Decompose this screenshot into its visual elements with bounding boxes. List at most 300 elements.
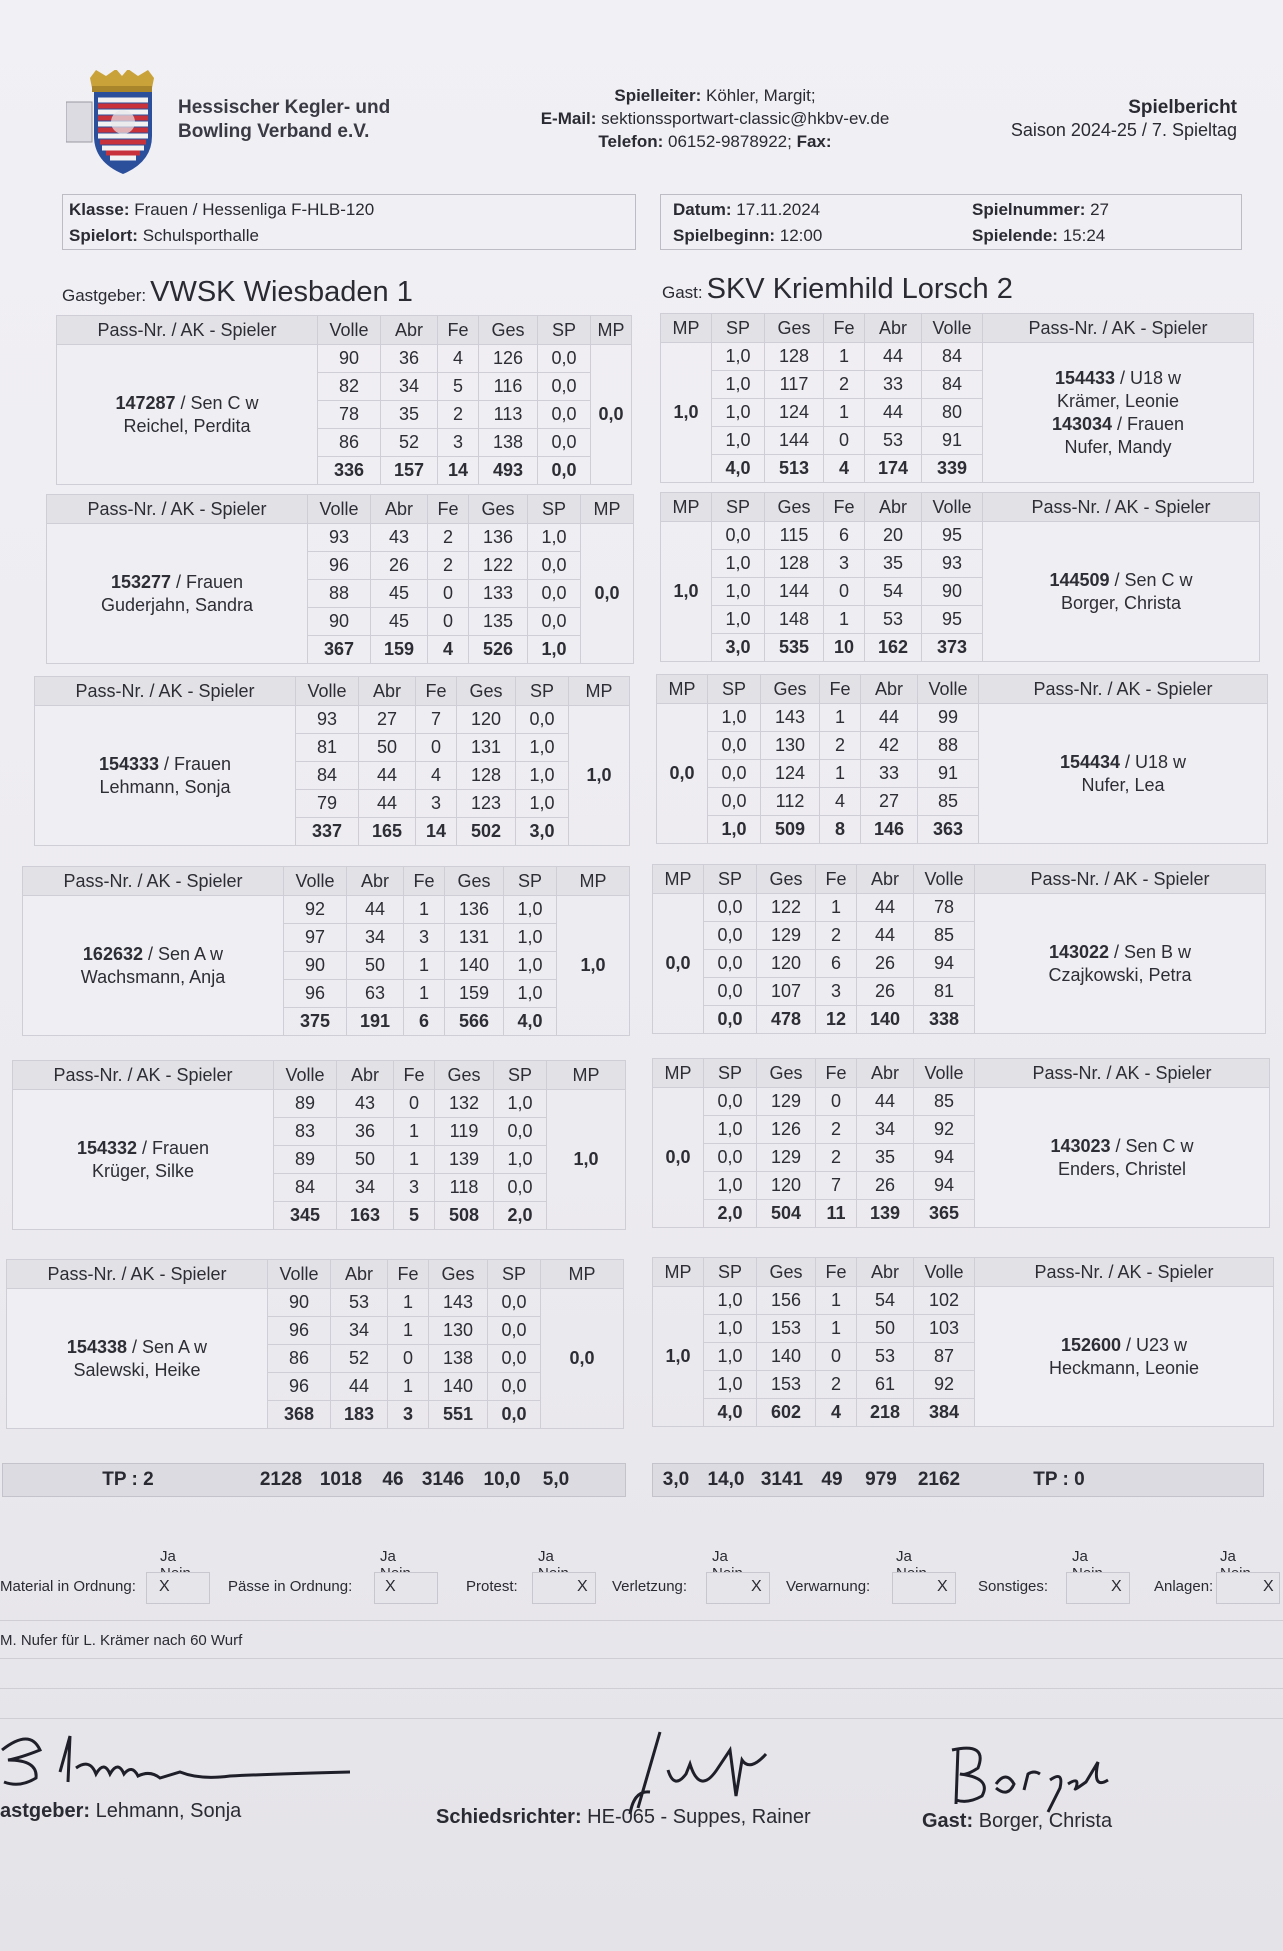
guest-sp-cell: 0,0 bbox=[708, 732, 761, 760]
host-sp-cell: 1,0 bbox=[516, 790, 569, 818]
col-volle-header: Volle bbox=[296, 677, 359, 706]
host-match-table bbox=[46, 494, 634, 664]
guest-mp-cell: 1,0 bbox=[653, 1287, 704, 1427]
host-sp-cell: 1,0 bbox=[516, 734, 569, 762]
host-ges-cell: 159 bbox=[445, 980, 504, 1008]
host-volle-cell: 96 bbox=[268, 1373, 331, 1401]
guest-signature bbox=[948, 1740, 1148, 1820]
host-fe-cell: 3 bbox=[404, 924, 445, 952]
host-abr-cell: 43 bbox=[337, 1090, 394, 1118]
guest-abr-cell: 27 bbox=[861, 788, 918, 816]
guest-abr-cell: 54 bbox=[857, 1287, 914, 1315]
host-sp-cell: 0,0 bbox=[538, 429, 591, 457]
guest-ges-cell: 144 bbox=[765, 578, 824, 606]
guest-ges-cell: 602 bbox=[757, 1399, 816, 1427]
checkbox-pair[interactable] bbox=[892, 1572, 956, 1604]
guest-sp-cell: 1,0 bbox=[712, 550, 765, 578]
checkbox-pair[interactable] bbox=[374, 1572, 438, 1604]
col-ges-header: Ges bbox=[757, 1258, 816, 1287]
guest-tp-label: TP : 0 bbox=[1033, 1469, 1085, 1490]
guest-ges-cell: 126 bbox=[757, 1116, 816, 1144]
guest-fe-cell: 1 bbox=[824, 606, 865, 634]
col-abr-header: Abr bbox=[337, 1061, 394, 1090]
host-abr-cell: 159 bbox=[371, 636, 428, 664]
guest-volle-cell: 91 bbox=[922, 427, 983, 455]
host-abr-cell: 50 bbox=[359, 734, 416, 762]
host-ges-cell: 143 bbox=[429, 1289, 488, 1317]
host-fe-cell: 0 bbox=[388, 1345, 429, 1373]
guest-sp-cell: 0,0 bbox=[704, 978, 757, 1006]
col-player-header: Pass-Nr. / AK - Spieler bbox=[975, 1258, 1274, 1287]
guest-volle-cell: 102 bbox=[914, 1287, 975, 1315]
host-volle-cell: 90 bbox=[318, 345, 381, 373]
player-name: Heckmann, Leonie bbox=[1048, 1357, 1200, 1378]
host-sp-cell: 0,0 bbox=[488, 1317, 541, 1345]
guest-ges-cell: 107 bbox=[757, 978, 816, 1006]
checkbox-pair[interactable] bbox=[1216, 1572, 1280, 1604]
guest-abr-cell: 174 bbox=[865, 455, 922, 483]
col-sp-header: SP bbox=[494, 1061, 547, 1090]
host-mp-cell: 0,0 bbox=[591, 345, 632, 485]
col-fe-header: Fe bbox=[388, 1260, 429, 1289]
host-total-volle: 2128 bbox=[259, 1469, 303, 1490]
col-sp-header: SP bbox=[708, 675, 761, 704]
host-fe-cell: 1 bbox=[404, 952, 445, 980]
player-name: Wachsmann, Anja bbox=[80, 966, 226, 987]
org-line-1: Hessischer Kegler- und bbox=[178, 97, 391, 118]
player-pass-number: 154338 bbox=[66, 1336, 127, 1357]
host-ges-cell: 116 bbox=[479, 373, 538, 401]
host-ges-cell: 135 bbox=[469, 608, 528, 636]
col-ges-header: Ges bbox=[429, 1260, 488, 1289]
player-pass-number: 143023 bbox=[1050, 1135, 1111, 1156]
guest-sp-cell: 0,0 bbox=[704, 1144, 757, 1172]
player-age-class: / U18 w bbox=[1120, 751, 1187, 772]
guest-volle-cell: 80 bbox=[922, 399, 983, 427]
guest-abr-cell: 53 bbox=[865, 427, 922, 455]
guest-sp-cell: 1,0 bbox=[712, 578, 765, 606]
host-abr-cell: 34 bbox=[331, 1317, 388, 1345]
host-sp-cell: 1,0 bbox=[504, 924, 557, 952]
col-fe-header: Fe bbox=[394, 1061, 435, 1090]
guest-ges-cell: 153 bbox=[757, 1315, 816, 1343]
host-ges-cell: 138 bbox=[429, 1345, 488, 1373]
divider bbox=[0, 1688, 1283, 1689]
col-abr-header: Abr bbox=[857, 865, 914, 894]
host-sp-cell: 0,0 bbox=[538, 345, 591, 373]
guest-fe-cell: 4 bbox=[824, 455, 865, 483]
player-age-class: / Sen A w bbox=[127, 1336, 208, 1357]
host-abr-cell: 183 bbox=[331, 1401, 388, 1429]
check-label: Sonstiges: bbox=[978, 1578, 1049, 1595]
host-abr-cell: 165 bbox=[359, 818, 416, 846]
host-abr-cell: 34 bbox=[337, 1174, 394, 1202]
host-fe-cell: 2 bbox=[428, 524, 469, 552]
host-match-table bbox=[6, 1259, 624, 1429]
host-volle-cell: 96 bbox=[284, 980, 347, 1008]
guest-abr-cell: 44 bbox=[857, 1088, 914, 1116]
host-abr-cell: 53 bbox=[331, 1289, 388, 1317]
host-sp-cell: 3,0 bbox=[516, 818, 569, 846]
host-abr-cell: 157 bbox=[381, 457, 438, 485]
guest-abr-cell: 44 bbox=[865, 343, 922, 371]
datum-value: 17.11.2024 bbox=[736, 200, 821, 219]
guest-ges-cell: 144 bbox=[765, 427, 824, 455]
guest-abr-cell: 34 bbox=[857, 1116, 914, 1144]
host-ges-cell: 132 bbox=[435, 1090, 494, 1118]
phone-number: 06152-9878922; bbox=[668, 132, 792, 151]
guest-fe-cell: 0 bbox=[824, 427, 865, 455]
guest-fe-cell: 3 bbox=[816, 978, 857, 1006]
player-name: Enders, Christel bbox=[1057, 1158, 1187, 1179]
checkbox-pair[interactable] bbox=[532, 1572, 596, 1604]
guest-volle-cell: 91 bbox=[918, 760, 979, 788]
guest-volle-cell: 88 bbox=[918, 732, 979, 760]
guest-fe-cell: 1 bbox=[820, 760, 861, 788]
col-volle-header: Volle bbox=[914, 1059, 975, 1088]
host-fe-cell: 3 bbox=[388, 1401, 429, 1429]
guest-signature-label bbox=[922, 1810, 1112, 1833]
guest-fe-cell: 4 bbox=[816, 1399, 857, 1427]
host-fe-cell: 0 bbox=[416, 734, 457, 762]
guest-volle-cell: 92 bbox=[914, 1371, 975, 1399]
guest-match-table bbox=[660, 313, 1254, 483]
checkbox-pair[interactable] bbox=[1066, 1572, 1130, 1604]
col-sp-header: SP bbox=[488, 1260, 541, 1289]
guest-volle-cell: 95 bbox=[922, 522, 983, 550]
host-abr-cell: 34 bbox=[381, 373, 438, 401]
host-sp-cell: 1,0 bbox=[504, 980, 557, 1008]
check-mark: X bbox=[937, 1578, 948, 1595]
host-abr-cell: 191 bbox=[347, 1008, 404, 1036]
host-volle-cell: 78 bbox=[318, 401, 381, 429]
guest-volle-cell: 99 bbox=[918, 704, 979, 732]
host-sp-cell: 0,0 bbox=[538, 373, 591, 401]
col-volle-header: Volle bbox=[268, 1260, 331, 1289]
guest-ges-cell: 140 bbox=[757, 1343, 816, 1371]
host-sp-cell: 0,0 bbox=[494, 1118, 547, 1146]
player-name: Borger, Christa bbox=[1060, 592, 1182, 613]
datum-label: Datum: bbox=[673, 200, 732, 219]
check-label: Pässe in Ordnung: bbox=[228, 1578, 353, 1595]
host-total-fe: 46 bbox=[382, 1469, 404, 1490]
guest-sp-cell: 1,0 bbox=[704, 1343, 757, 1371]
guest-match-table bbox=[656, 674, 1268, 844]
guest-sp-cell: 4,0 bbox=[712, 455, 765, 483]
host-volle-cell: 97 bbox=[284, 924, 347, 952]
host-fe-cell: 3 bbox=[416, 790, 457, 818]
host-volle-cell: 81 bbox=[296, 734, 359, 762]
player-name: Czajkowski, Petra bbox=[1048, 964, 1192, 985]
host-player-cell bbox=[47, 524, 308, 664]
host-volle-cell: 345 bbox=[274, 1202, 337, 1230]
guest-abr-cell: 26 bbox=[857, 1172, 914, 1200]
host-ges-cell: 131 bbox=[445, 924, 504, 952]
divider bbox=[0, 1718, 1283, 1719]
player-age-class: / Sen C w bbox=[175, 392, 259, 413]
host-sig-name: Lehmann, Sonja bbox=[95, 1800, 242, 1822]
host-abr-cell: 63 bbox=[347, 980, 404, 1008]
ja-nein-header: Ja bbox=[1072, 1548, 1088, 1565]
col-abr-header: Abr bbox=[865, 493, 922, 522]
host-sp-cell: 1,0 bbox=[494, 1146, 547, 1174]
player-age-class: / Sen B w bbox=[1109, 941, 1192, 962]
host-ges-cell: 526 bbox=[469, 636, 528, 664]
host-volle-cell: 336 bbox=[318, 457, 381, 485]
host-team-line bbox=[62, 276, 413, 309]
host-ges-cell: 113 bbox=[479, 401, 538, 429]
host-volle-cell: 93 bbox=[296, 706, 359, 734]
host-volle-cell: 90 bbox=[308, 608, 371, 636]
guest-ges-cell: 122 bbox=[757, 894, 816, 922]
host-ges-cell: 508 bbox=[435, 1202, 494, 1230]
host-volle-cell: 82 bbox=[318, 373, 381, 401]
host-player-cell bbox=[7, 1289, 268, 1429]
host-ges-cell: 128 bbox=[457, 762, 516, 790]
col-fe-header: Fe bbox=[816, 865, 857, 894]
guest-ges-cell: 129 bbox=[757, 1088, 816, 1116]
host-volle-cell: 375 bbox=[284, 1008, 347, 1036]
host-volle-cell: 89 bbox=[274, 1146, 337, 1174]
fax-label: Fax: bbox=[796, 132, 832, 151]
host-sp-cell: 0,0 bbox=[488, 1373, 541, 1401]
ja-nein-header: Ja bbox=[1220, 1548, 1236, 1565]
host-fe-cell: 5 bbox=[438, 373, 479, 401]
col-sp-header: SP bbox=[712, 314, 765, 343]
col-player-header: Pass-Nr. / AK - Spieler bbox=[35, 677, 296, 706]
guest-abr-cell: 218 bbox=[857, 1399, 914, 1427]
col-abr-header: Abr bbox=[347, 867, 404, 896]
player-age-class: / Sen A w bbox=[143, 943, 224, 964]
checks-row bbox=[0, 1548, 1283, 1608]
guest-ges-cell: 130 bbox=[761, 732, 820, 760]
guest-ges-cell: 153 bbox=[757, 1371, 816, 1399]
guest-sp-cell: 1,0 bbox=[708, 704, 761, 732]
check-mark: X bbox=[385, 1578, 396, 1595]
col-mp-header: MP bbox=[557, 867, 630, 896]
col-ges-header: Ges bbox=[757, 865, 816, 894]
checkbox-pair[interactable] bbox=[146, 1572, 210, 1604]
guest-fe-cell: 1 bbox=[824, 343, 865, 371]
guest-total-mp: 3,0 bbox=[662, 1469, 690, 1490]
guest-fe-cell: 11 bbox=[816, 1200, 857, 1228]
player-name: Krämer, Leonie bbox=[1056, 390, 1180, 411]
player-pass-number: 153277 bbox=[110, 571, 172, 592]
col-player-header: Pass-Nr. / AK - Spieler bbox=[975, 865, 1266, 894]
host-fe-cell: 0 bbox=[394, 1090, 435, 1118]
guest-sp-cell: 1,0 bbox=[712, 399, 765, 427]
guest-volle-cell: 95 bbox=[922, 606, 983, 634]
check-mark: X bbox=[751, 1578, 762, 1595]
org-line-2: Bowling Verband e.V. bbox=[178, 121, 370, 142]
col-player-header: Pass-Nr. / AK - Spieler bbox=[983, 493, 1260, 522]
guest-abr-cell: 54 bbox=[865, 578, 922, 606]
host-fe-cell: 1 bbox=[388, 1317, 429, 1345]
guest-abr-cell: 44 bbox=[865, 399, 922, 427]
guest-volle-cell: 85 bbox=[914, 922, 975, 950]
guest-fe-cell: 0 bbox=[824, 578, 865, 606]
guest-abr-cell: 33 bbox=[861, 760, 918, 788]
guest-volle-cell: 338 bbox=[914, 1006, 975, 1034]
host-sp-cell: 2,0 bbox=[494, 1202, 547, 1230]
guest-sp-cell: 1,0 bbox=[712, 427, 765, 455]
guest-mp-cell: 0,0 bbox=[657, 704, 708, 844]
host-ges-cell: 130 bbox=[429, 1317, 488, 1345]
col-sp-header: SP bbox=[528, 495, 581, 524]
host-abr-cell: 52 bbox=[381, 429, 438, 457]
host-fe-cell: 5 bbox=[394, 1202, 435, 1230]
check-label: Material in Ordnung: bbox=[0, 1578, 136, 1595]
guest-sp-cell: 1,0 bbox=[712, 606, 765, 634]
guest-volle-cell: 92 bbox=[914, 1116, 975, 1144]
host-volle-cell: 337 bbox=[296, 818, 359, 846]
host-volle-cell: 89 bbox=[274, 1090, 337, 1118]
checkbox-pair[interactable] bbox=[706, 1572, 770, 1604]
host-total-mp: 5,0 bbox=[542, 1469, 570, 1490]
host-sp-cell: 0,0 bbox=[488, 1345, 541, 1373]
host-ges-cell: 126 bbox=[479, 345, 538, 373]
col-abr-header: Abr bbox=[857, 1059, 914, 1088]
player-name: Salewski, Heike bbox=[73, 1359, 201, 1380]
guest-abr-cell: 35 bbox=[865, 550, 922, 578]
klasse-label: Klasse: bbox=[69, 200, 130, 219]
col-fe-header: Fe bbox=[428, 495, 469, 524]
email-address: sektionssportwart-classic@hkbv-ev.de bbox=[601, 109, 890, 128]
host-sp-cell: 0,0 bbox=[494, 1174, 547, 1202]
guest-volle-cell: 384 bbox=[914, 1399, 975, 1427]
host-label: Gastgeber: bbox=[62, 286, 147, 305]
host-volle-cell: 84 bbox=[296, 762, 359, 790]
guest-ges-cell: 115 bbox=[765, 522, 824, 550]
ja-nein-header: Ja bbox=[896, 1548, 912, 1565]
host-total-abr: 1018 bbox=[319, 1469, 363, 1490]
guest-fe-cell: 2 bbox=[816, 922, 857, 950]
host-volle-cell: 367 bbox=[308, 636, 371, 664]
player-age-class: / Frauen bbox=[171, 571, 244, 592]
host-sp-cell: 0,0 bbox=[538, 457, 591, 485]
col-player-header: Pass-Nr. / AK - Spieler bbox=[979, 675, 1268, 704]
player-name: Guderjahn, Sandra bbox=[100, 594, 254, 615]
guest-volle-cell: 90 bbox=[922, 578, 983, 606]
player-age-class: / Frauen bbox=[159, 753, 232, 774]
host-volle-cell: 79 bbox=[296, 790, 359, 818]
host-fe-cell: 2 bbox=[438, 401, 479, 429]
col-sp-header: SP bbox=[704, 865, 757, 894]
host-ges-cell: 133 bbox=[469, 580, 528, 608]
guest-player-cell bbox=[979, 704, 1268, 844]
host-match-table bbox=[56, 315, 632, 485]
col-mp-header: MP bbox=[653, 1258, 704, 1287]
guest-sig-name: Borger, Christa bbox=[978, 1810, 1113, 1832]
host-match-table bbox=[34, 676, 630, 846]
class-info-box bbox=[62, 194, 636, 250]
host-fe-cell: 7 bbox=[416, 706, 457, 734]
host-sp-cell: 0,0 bbox=[488, 1289, 541, 1317]
spielort-value: Schulsporthalle bbox=[142, 226, 259, 245]
guest-ges-cell: 124 bbox=[761, 760, 820, 788]
col-mp-header: MP bbox=[653, 1059, 704, 1088]
host-sp-cell: 1,0 bbox=[504, 896, 557, 924]
guest-player-cell bbox=[975, 894, 1266, 1034]
player-age-class: / Frauen bbox=[137, 1137, 210, 1158]
host-ges-cell: 493 bbox=[479, 457, 538, 485]
guest-abr-cell: 162 bbox=[865, 634, 922, 662]
check-mark: X bbox=[1263, 1578, 1274, 1595]
col-fe-header: Fe bbox=[824, 314, 865, 343]
klasse-value: Frauen / Hessenliga F-HLB-120 bbox=[134, 200, 375, 219]
host-abr-cell: 52 bbox=[331, 1345, 388, 1373]
col-fe-header: Fe bbox=[824, 493, 865, 522]
host-ges-cell: 131 bbox=[457, 734, 516, 762]
col-ges-header: Ges bbox=[757, 1059, 816, 1088]
guest-ges-cell: 128 bbox=[765, 550, 824, 578]
guest-player-cell bbox=[975, 1088, 1270, 1228]
host-fe-cell: 14 bbox=[438, 457, 479, 485]
guest-label: Gast: bbox=[662, 283, 703, 302]
host-fe-cell: 4 bbox=[428, 636, 469, 664]
guest-totals-row bbox=[652, 1463, 1264, 1497]
host-ges-cell: 122 bbox=[469, 552, 528, 580]
player-pass-number: 152600 bbox=[1060, 1334, 1122, 1355]
guest-ges-cell: 504 bbox=[757, 1200, 816, 1228]
check-label: Verwarnung: bbox=[786, 1578, 871, 1595]
guest-abr-cell: 53 bbox=[865, 606, 922, 634]
guest-abr-cell: 44 bbox=[857, 894, 914, 922]
guest-total-fe: 49 bbox=[821, 1469, 843, 1490]
col-ges-header: Ges bbox=[761, 675, 820, 704]
guest-fe-cell: 10 bbox=[824, 634, 865, 662]
col-mp-header: MP bbox=[541, 1260, 624, 1289]
guest-abr-cell: 146 bbox=[861, 816, 918, 844]
season-label: Saison 2024-25 / 7. Spieltag bbox=[1010, 120, 1237, 140]
guest-ges-cell: 129 bbox=[757, 922, 816, 950]
guest-abr-cell: 20 bbox=[865, 522, 922, 550]
host-abr-cell: 34 bbox=[347, 924, 404, 952]
guest-volle-cell: 94 bbox=[914, 1172, 975, 1200]
guest-ges-cell: 143 bbox=[761, 704, 820, 732]
guest-team-line bbox=[662, 273, 1013, 306]
player-name: Krüger, Silke bbox=[91, 1160, 195, 1181]
guest-fe-cell: 8 bbox=[820, 816, 861, 844]
host-volle-cell: 84 bbox=[274, 1174, 337, 1202]
col-ges-header: Ges bbox=[469, 495, 528, 524]
col-player-header: Pass-Nr. / AK - Spieler bbox=[983, 314, 1254, 343]
player-pass-number: 154433 bbox=[1054, 367, 1116, 388]
guest-fe-cell: 0 bbox=[816, 1343, 857, 1371]
guest-abr-cell: 44 bbox=[857, 922, 914, 950]
host-abr-cell: 44 bbox=[331, 1373, 388, 1401]
guest-sp-cell: 1,0 bbox=[704, 1287, 757, 1315]
guest-sp-cell: 0,0 bbox=[704, 894, 757, 922]
col-player-header: Pass-Nr. / AK - Spieler bbox=[47, 495, 308, 524]
guest-match-table bbox=[652, 1257, 1274, 1427]
host-fe-cell: 4 bbox=[438, 345, 479, 373]
email-label: E-Mail: bbox=[540, 109, 597, 128]
host-sp-cell: 0,0 bbox=[528, 608, 581, 636]
col-ges-header: Ges bbox=[435, 1061, 494, 1090]
ref-sig-label: Schiedsrichter: bbox=[436, 1806, 582, 1828]
guest-match-table bbox=[660, 492, 1260, 662]
host-match-table bbox=[12, 1060, 626, 1230]
report-heading bbox=[1011, 96, 1237, 142]
host-ges-cell: 140 bbox=[429, 1373, 488, 1401]
guest-total-abr: 979 bbox=[865, 1469, 897, 1490]
guest-volle-cell: 84 bbox=[922, 371, 983, 399]
guest-fe-cell: 6 bbox=[824, 522, 865, 550]
col-sp-header: SP bbox=[704, 1258, 757, 1287]
col-mp-header: MP bbox=[653, 865, 704, 894]
host-sp-cell: 0,0 bbox=[516, 706, 569, 734]
